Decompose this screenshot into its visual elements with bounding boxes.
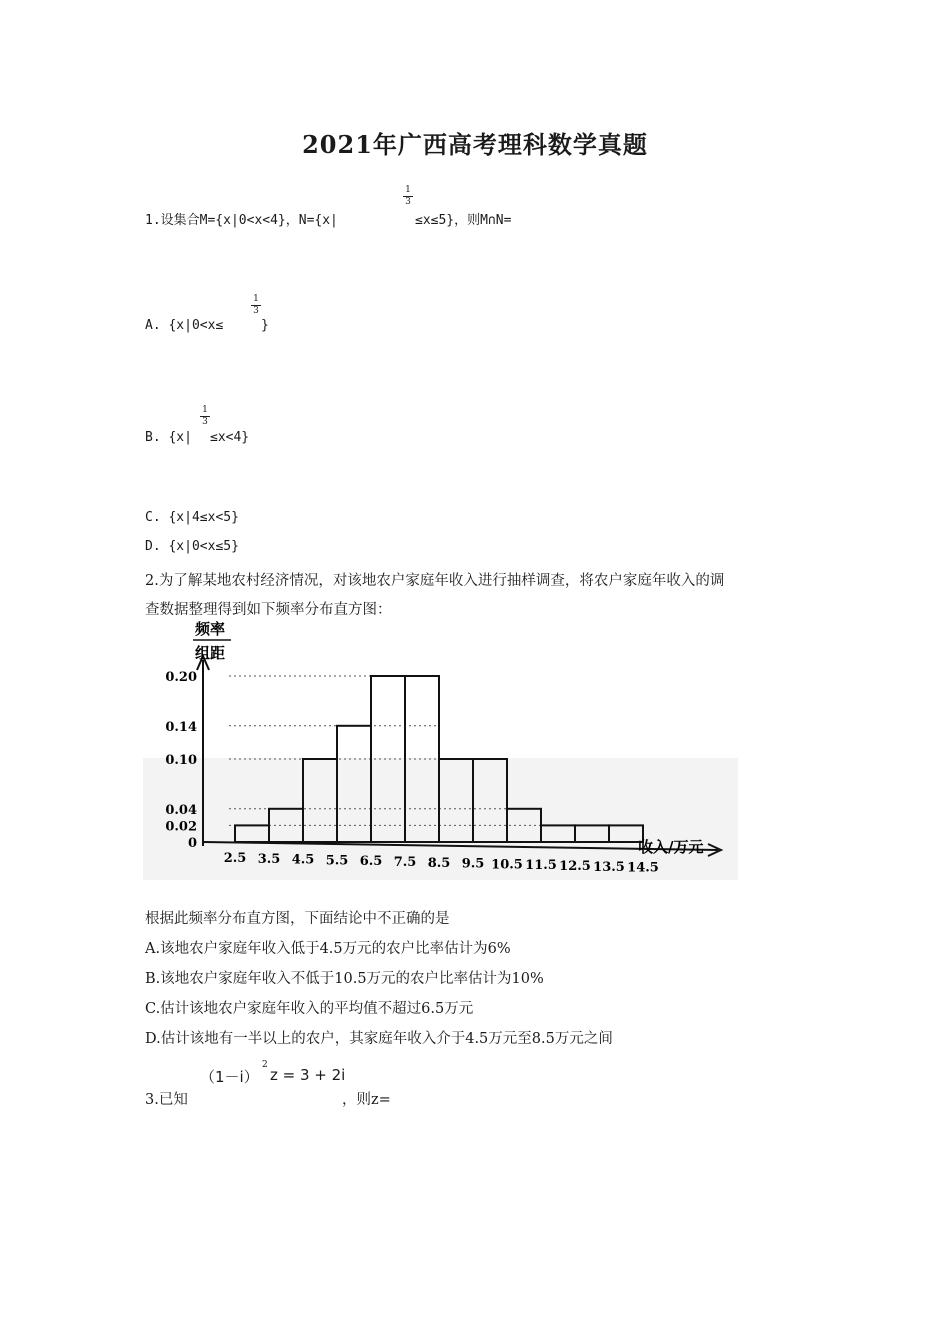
q2-stem-line1: 2.为了解某地农村经济情况，对该地农户家庭年收入进行抽样调查，将农户家庭年收入的调: [145, 573, 725, 589]
y-tick-label: 0: [187, 836, 197, 851]
q2-option-a: A.该地农户家庭年收入低于4.5万元的农户比率估计为6%: [145, 941, 511, 957]
x-tick-label: 7.5: [393, 855, 417, 870]
y-axis-label-top: 频率: [195, 620, 226, 638]
y-tick-label: 0.02: [165, 819, 197, 835]
q1-option-b: B. {x|: [145, 430, 192, 445]
q1-stem-part2: ≤x≤5}，则M∩N=: [415, 213, 512, 228]
x-tick-label: 13.5: [593, 859, 625, 875]
x-tick-label: 9.5: [461, 856, 485, 872]
histogram-chart: [143, 618, 738, 880]
fraction-denominator: 3: [202, 417, 208, 427]
q3-stem: 3.已知: [145, 1092, 188, 1108]
q1-option-b-fraction: [200, 406, 210, 427]
q1-stem-part1: 1.设集合M={x|0<x<4}，N={x|: [145, 213, 338, 228]
q1-option-a-fraction: [251, 295, 261, 316]
x-tick-label: 2.5: [223, 851, 247, 866]
q1-option-a: A. {x|0<x≤: [145, 318, 224, 333]
q2-option-c: C.估计该地农户家庭年收入的平均值不超过6.5万元: [145, 1001, 474, 1017]
fraction-numerator: 1: [405, 185, 411, 195]
q1-option-b-end: ≤x<4}: [210, 430, 250, 445]
x-tick-label: 14.5: [627, 860, 659, 876]
q2-option-b: B.该地农户家庭年收入不低于10.5万元的农户比率估计为10%: [145, 971, 544, 987]
fraction-denominator: 3: [253, 306, 259, 316]
q3-stem-end: ，则z=: [342, 1092, 391, 1108]
q3-equation-exponent: 2: [262, 1060, 268, 1070]
x-tick-label: 10.5: [491, 857, 523, 873]
y-tick-label: 0.10: [165, 753, 197, 768]
y-tick-label: 0.14: [165, 719, 197, 735]
q2-option-d: D.估计该地有一半以上的农户，其家庭年收入介于4.5万元至8.5万元之间: [145, 1031, 613, 1047]
page-title: 2021年广西高考理科数学真题: [302, 130, 648, 159]
y-tick-label: 0.20: [165, 670, 197, 685]
x-tick-label: 11.5: [525, 858, 557, 874]
x-axis-label: 收入/万元: [638, 838, 704, 856]
y-tick-label: 0.04: [165, 802, 197, 818]
q2-question: 根据此频率分布直方图，下面结论中不正确的是: [145, 911, 450, 927]
x-tick-label: 3.5: [257, 851, 281, 867]
q3-equation-left: （1－i）: [200, 1068, 259, 1086]
x-tick-label: 4.5: [291, 852, 315, 868]
x-tick-label: 8.5: [427, 855, 451, 871]
fraction-denominator: 3: [405, 197, 411, 207]
histogram-figure: [143, 618, 738, 880]
x-tick-label: 12.5: [559, 859, 591, 874]
x-tick-label: 6.5: [359, 854, 383, 870]
x-tick-label: 5.5: [325, 853, 349, 869]
fraction-numerator: 1: [202, 405, 208, 415]
q1-stem-fraction: [403, 186, 413, 207]
fraction-numerator: 1: [253, 294, 259, 304]
q1-option-a-end: }: [261, 318, 269, 333]
q1-option-c: C. {x|4≤x<5}: [145, 510, 239, 525]
y-axis-label-bottom: 组距: [195, 644, 226, 662]
q2-stem-line2: 查数据整理得到如下频率分布直方图：: [145, 602, 392, 618]
q3-equation-right: z = 3 + 2i: [270, 1066, 346, 1084]
q1-option-d: D. {x|0<x≤5}: [145, 539, 239, 554]
